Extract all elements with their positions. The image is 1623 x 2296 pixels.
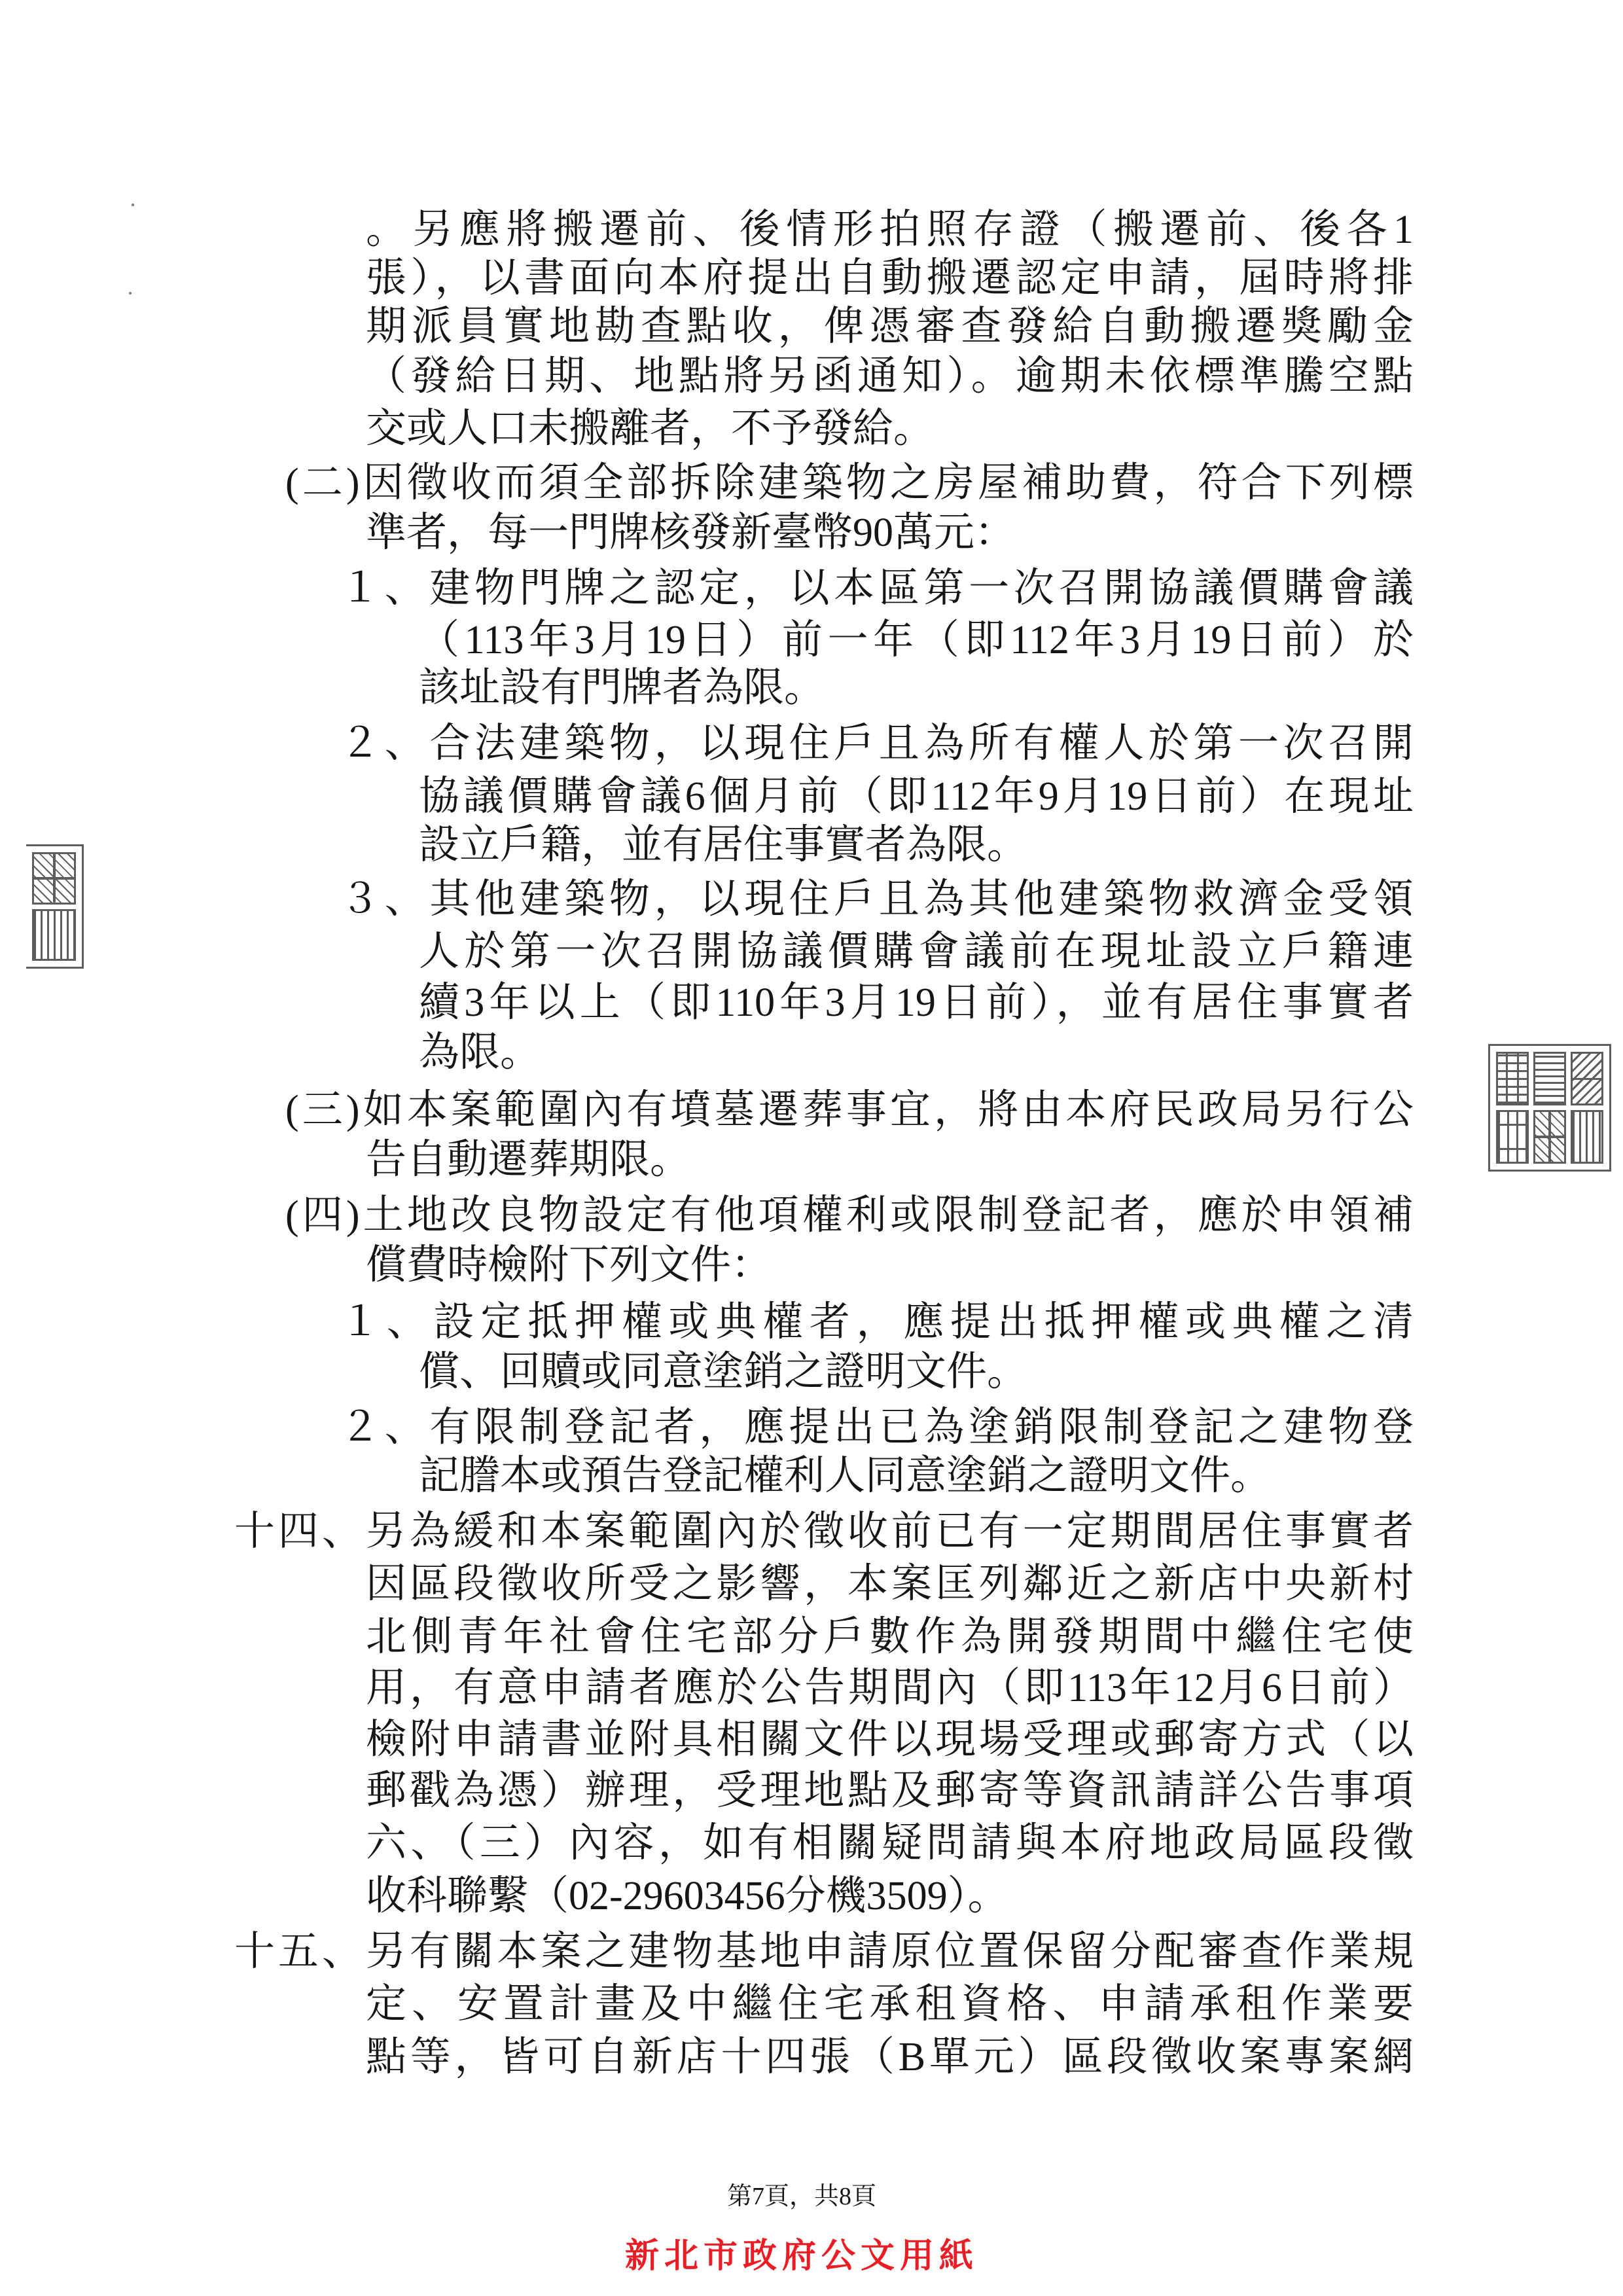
- seal-glyph: [1571, 1052, 1603, 1105]
- item-2-heading: [285, 457, 1414, 509]
- text-line: 續3年以上（即110年3月19日前），並有居住事實者: [419, 980, 1414, 1025]
- sub-item-number: ２、: [340, 721, 430, 766]
- section-14-heading: [234, 1506, 1414, 1557]
- seal-glyph: [1533, 1110, 1566, 1164]
- seal-glyph: [1496, 1052, 1529, 1105]
- scan-speck: [129, 292, 132, 295]
- text-line: 點等，皆可自新店十四張（B單元）區段徵收案專案網: [366, 2035, 1414, 2079]
- text-line: 協議價購會議6個月前（即112年9月19日前）在現址: [419, 774, 1414, 819]
- seal-glyph: [1496, 1110, 1529, 1164]
- sub-item-number: ２、: [340, 1405, 430, 1450]
- text-line: （發給日期、地點將另函通知）。逾期未依標準騰空點: [366, 354, 1414, 399]
- text-line: 用，有意申請者應於公告期間內（即113年12月6日前）: [366, 1666, 1414, 1710]
- item-4-heading: [285, 1190, 1414, 1241]
- text-line: 該址設有門牌者為限。: [419, 666, 825, 710]
- seal-glyph: [1533, 1052, 1566, 1105]
- sub-item-text: 建物門牌之認定，以本區第一次召開協議價購會議: [429, 566, 1414, 611]
- sub-item-text: 合法建築物，以現住戶且為所有權人於第一次召開: [429, 721, 1414, 766]
- item-3-heading: [285, 1085, 1414, 1136]
- sub-item: [340, 1297, 1414, 1348]
- sub-item-text: 有限制登記者，應提出已為塗銷限制登記之建物登: [429, 1405, 1414, 1450]
- seam-seal-left: [26, 844, 84, 969]
- text-line: 六、（三）內容，如有相關疑問請與本府地政局區段徵: [366, 1821, 1414, 1865]
- item-label: (二): [285, 461, 360, 505]
- letterhead-title: 新北市政府公文用紙: [624, 2236, 978, 2276]
- text-line: 人於第一次召開協議價購會議前在現址設立戶籍連: [419, 929, 1414, 974]
- section-15-heading: [234, 1926, 1414, 1977]
- text-line: 準者，每一門牌核發新臺幣90萬元：: [366, 511, 1016, 555]
- text-line: 期派員實地勘查點收，俾憑審查發給自動搬遷獎勵金: [366, 304, 1414, 349]
- text-line: 記謄本或預告登記權利人同意塗銷之證明文件。: [419, 1454, 1272, 1498]
- text-line: 收科聯繫（02-29603456分機3509）。: [366, 1874, 1008, 1918]
- section-label: 十五、: [234, 1929, 366, 1974]
- item-text: 因徵收而須全部拆除建築物之房屋補助費，符合下列標: [359, 461, 1414, 505]
- seal-glyph: [1571, 1110, 1603, 1164]
- item-label: (三): [285, 1088, 360, 1132]
- text-line: 設立戶籍，並有居住事實者為限。: [419, 823, 1028, 867]
- seal-glyph: [32, 852, 76, 905]
- sub-item: [340, 718, 1414, 769]
- item-text: 土地改良物設定有他項權利或限制登記者，應於申領補: [359, 1193, 1414, 1238]
- sub-item-text: 設定抵押權或典權者，應提出抵押權或典權之清: [433, 1300, 1414, 1344]
- text-line: 因區段徵收所受之影響，本案匡列鄰近之新店中央新村: [366, 1562, 1414, 1606]
- seam-seal-right: [1488, 1044, 1611, 1172]
- text-line: 為限。: [419, 1030, 541, 1075]
- text-line: 張），以書面向本府提出自動搬遷認定申請，屆時將排: [366, 256, 1414, 300]
- text-line: 檢附申請書並附具相關文件以現場受理或郵寄方式（以: [366, 1717, 1414, 1762]
- text-line: 償費時檢附下列文件：: [366, 1243, 772, 1287]
- text-line: 。另應將搬遷前、後情形拍照存證（搬遷前、後各1: [366, 207, 1414, 252]
- sub-item-number: ３、: [340, 877, 430, 922]
- text-line: 郵戳為憑）辦理，受理地點及郵寄等資訊請詳公告事項: [366, 1768, 1414, 1813]
- text-line: 交或人口未搬離者，不予發給。: [366, 406, 935, 451]
- section-text: 另為緩和本案範圍內於徵收前已有一定期間居住事實者: [365, 1509, 1414, 1554]
- text-line: 定、安置計畫及中繼住宅承租資格、申請承租作業要: [366, 1982, 1414, 2026]
- sub-item-number: １、: [340, 1300, 434, 1344]
- sub-item-number: １、: [340, 566, 430, 611]
- sub-item: [340, 874, 1414, 925]
- item-text: 如本案範圍內有墳墓遷葬事宜，將由本府民政局另行公: [359, 1088, 1414, 1132]
- sub-item-text: 其他建築物，以現住戶且為其他建築物救濟金受領: [429, 877, 1414, 922]
- section-label: 十四、: [234, 1509, 366, 1554]
- text-line: 償、回贖或同意塗銷之證明文件。: [419, 1350, 1028, 1394]
- sub-item: [340, 563, 1414, 614]
- sub-item: [340, 1402, 1414, 1453]
- seal-glyph: [32, 909, 76, 961]
- section-text: 另有關本案之建物基地申請原位置保留分配審查作業規: [365, 1929, 1414, 1974]
- text-line: 告自動遷葬期限。: [366, 1138, 691, 1182]
- page-number: 第7頁，共8頁: [726, 2183, 876, 2210]
- text-line: 北側青年社會住宅部分戶數作為開發期間中繼住宅使: [366, 1615, 1414, 1659]
- item-label: (四): [285, 1193, 360, 1238]
- text-line: （113年3月19日）前一年（即112年3月19日前）於: [419, 618, 1414, 662]
- scan-speck: [132, 204, 134, 206]
